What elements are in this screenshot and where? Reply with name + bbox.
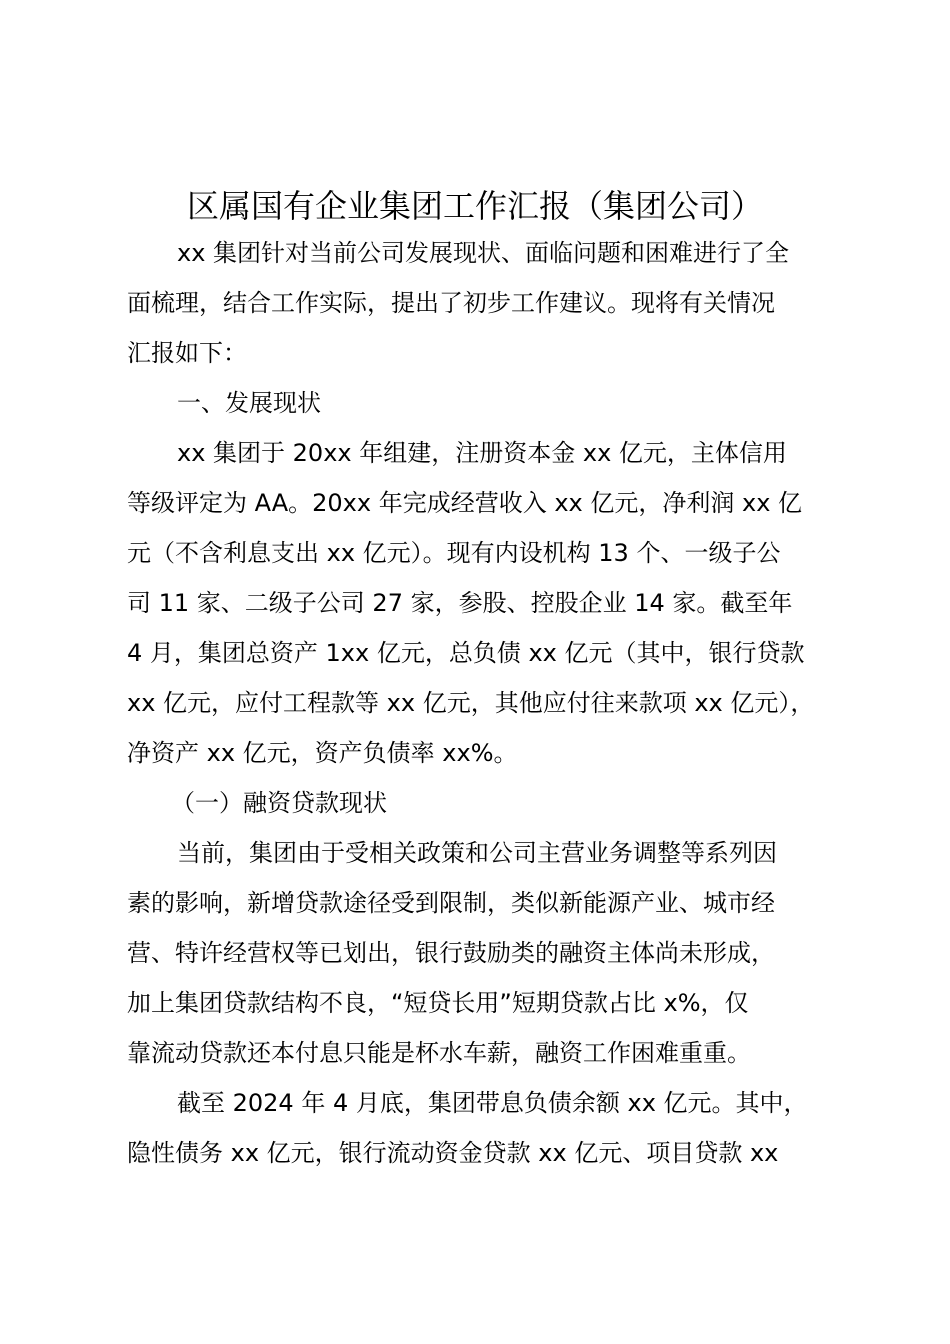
paragraph-line: 净资产 xx 亿元，资产负债率 xx%。	[127, 739, 518, 767]
paragraph-line: 隐性债务 xx 亿元，银行流动资金贷款 xx 亿元、项目贷款 xx	[127, 1139, 779, 1167]
section-heading: 一、发展现状	[177, 389, 321, 417]
paragraph-line: 汇报如下：	[127, 339, 247, 367]
paragraph-line: xx 亿元，应付工程款等 xx 亿元，其他应付往来款项 xx 亿元），	[127, 689, 815, 717]
document-body	[127, 228, 837, 1178]
paragraph-line: 司 11 家、二级子公司 27 家，参股、控股企业 14 家。截至年	[127, 589, 793, 617]
document-title: 区属国有企业集团工作汇报（集团公司）	[186, 187, 763, 225]
paragraph-line: 加上集团贷款结构不良，“短贷长用”短期贷款占比 x%，仅	[127, 989, 749, 1017]
paragraph-line: 素的影响，新增贷款途径受到限制，类似新能源产业、城市经	[127, 889, 775, 917]
paragraph-line: xx 集团针对当前公司发展现状、面临问题和困难进行了全	[177, 239, 790, 267]
paragraph-line: 4 月，集团总资产 1xx 亿元，总负债 xx 亿元（其中，银行贷款	[127, 639, 805, 667]
subsection-heading: （一）融资贷款现状	[171, 789, 387, 817]
paragraph-line: 截至 2024 年 4 月底，集团带息负债余额 xx 亿元。其中，	[177, 1089, 808, 1117]
paragraph-line: 靠流动贷款还本付息只能是杯水车薪，融资工作困难重重。	[127, 1039, 751, 1067]
paragraph-line: xx 集团于 20xx 年组建，注册资本金 xx 亿元，主体信用	[177, 439, 787, 467]
paragraph-line: 当前，集团由于受相关政策和公司主营业务调整等系列因	[177, 839, 777, 867]
paragraph-line: 等级评定为 AA。20xx 年完成经营收入 xx 亿元，净利润 xx 亿	[127, 489, 803, 517]
paragraph-line: 营、特许经营权等已划出，银行鼓励类的融资主体尚未形成，	[127, 939, 775, 967]
paragraph-line: 面梳理，结合工作实际，提出了初步工作建议。现将有关情况	[127, 289, 775, 317]
paragraph-line: 元（不含利息支出 xx 亿元）。现有内设机构 13 个、一级子公	[127, 539, 781, 567]
